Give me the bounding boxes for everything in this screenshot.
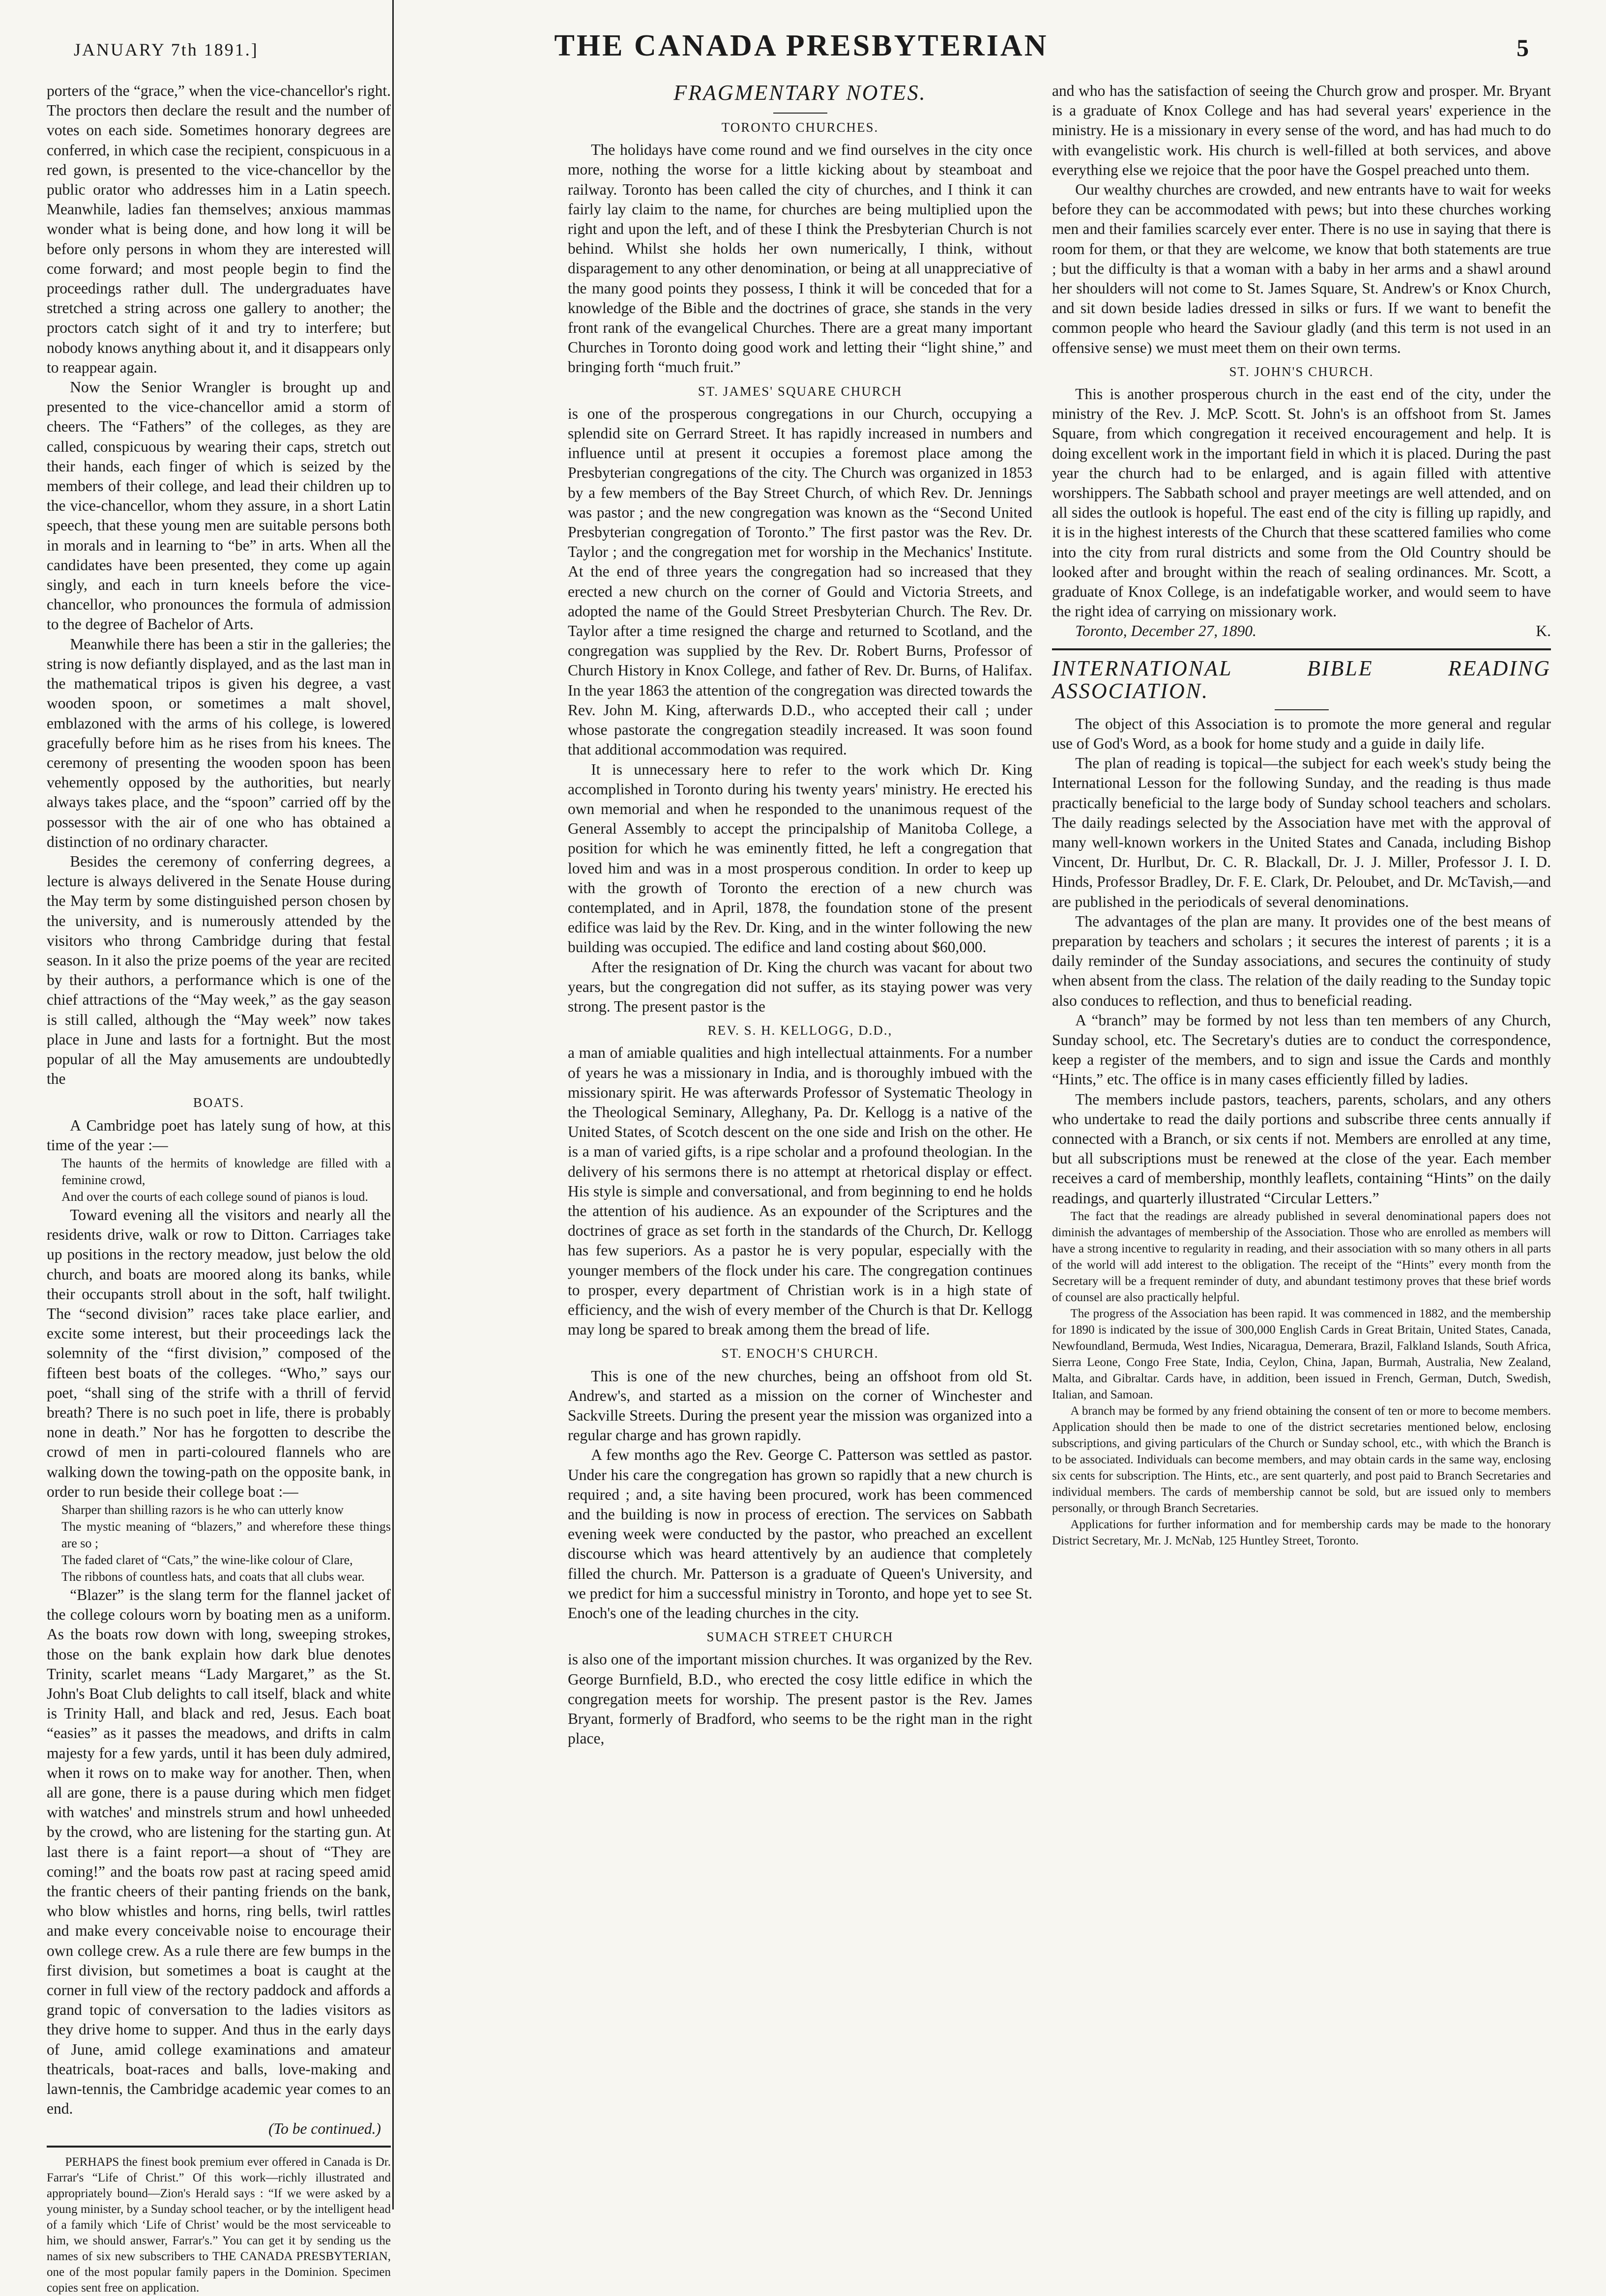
column-1 bbox=[47, 81, 391, 2296]
paragraph: Meanwhile there has been a stir in the galleries; the string is now defiantly displayed, and as the last man in the mathematical tripos is given his degree, a vast wooden spoon, or sometimes a malt shovel, emblazoned with the arms of his college, is lowered gracefully before him as he rises from his knees. The ceremony of presenting the wooden spoon has been vehemently opposed by the authorities, but nearly always takes place, and the “spoon” carried off by the possessor with the air of one who has obtained a distinction of no ordinary character. bbox=[47, 635, 391, 850]
article-title: FRAGMENTARY NOTES. bbox=[673, 81, 927, 105]
paragraph: “Blazer” is the slang term for the flannel jacket of the college colours worn by boating men as a uniform. As the boats row down with long, sweeping strokes, those on the bank explain how dark blue denotes Trinity, scarlet means “Lady Margaret,” as the St. John's Boat Club delights to call itself, black and white is Trinity Hall, and black and red, Jesus. Each boat “easies” as it passes the meadows, and drifts in calm majesty for a few yards, until it has been duly admired, when it rows on to make way for another. Then, when all are gone, there is a pause during which men fidget with watches' and minstrels strum and howl unheeded by the crowd, who are listening for the starting gun. At last there is a faint report—a shout of “They are coming!” and the boats row past at racing speed amid the frantic cheers of their panting friends on the bank, who blow whistles and horns, ring bells, twirl rattles and make every conceivable noise to encourage their own college crew. As a rule there are few bumps in the first division, but sometimes a boat is caught at the corner in full view of the rectory paddock and affords a grand topic of conversation to the ladies visitors as they drive home to supper. And thus in the early days of June, amid college examinations and amateur theatricals, boat-races and balls, love-making and lawn-tennis, the Cambridge academic year comes to an end. bbox=[47, 1586, 391, 2118]
divider bbox=[47, 2146, 391, 2148]
paragraph: The members include pastors, teachers, parents, scholars, and any others who undertake to read the daily portions and subscribe three cents annually if connected with a Branch, or six cents if not. Members are enrolled at any time, but all subscriptions must be renewed at the close of the year. Each member receives a card of membership, monthly leaflets, containing “Hints” on the daily readings, and quarterly illustrated “Circular Letters.” bbox=[1052, 1090, 1551, 1207]
paragraph: The holidays have come round and we find ourselves in the city once more, nothing the worse for a little kicking about by steamboat and railway. Toronto has been called the city of churches, and I think it can fairly lay claim to the name, for churches are being multiplied upon the right and upon the left, and of these I think the Presbyterian Church is not behind. Whilst she holds her own numerically, I think, without disparagement to any other denomination, or being at all unappreciative of the many good points they possess, I think it will be conceded that for a knowledge of the Bible and the doctrines of grace, she stands in the very front rank of the evangelical Churches. There are a great many important Churches in Toronto doing good work and letting their “light shine,” and bringing forth “much fruit.” bbox=[568, 141, 1032, 376]
section-heading: ST. JOHN'S CHURCH. bbox=[1229, 364, 1374, 379]
page-header bbox=[74, 29, 1529, 73]
section-heading: REV. S. H. KELLOGG, D.D., bbox=[707, 1023, 893, 1038]
paragraph: Toward evening all the visitors and nearly all the residents drive, walk or row to Ditton. Carriages take up positions in the rectory meadow, just below the old church, and boats are moored along its banks, while their occupants stroll about in the soft, half twilight. The “second division” races take place earlier, and excite some interest, but their proceedings lack the solemnity of the “first division,” composed of the fifteen best boats of the colleges. “Who,” says our poet, “shall sing of the strife with a thrill of fervid breath? There is no such poet in life, there is probably none in death.” Nor has he forgotten to describe the crowd of men in parti-coloured flannels who are walking down the towing-path on the opposite bank, in order to run beside their college boat :— bbox=[47, 1206, 391, 1500]
paragraph: a man of amiable qualities and high intellectual attainments. For a number of years he was a missionary in India, and is thoroughly imbued with the missionary spirit. He was afterwards Professor of Systematic Theology in the Theological Seminary, Alleghany, Pa. Dr. Kellogg is a native of the United States, of Scotch descent on the one side and Irish on the other. He is a man of varied gifts, is a ripe scholar and a profound theologian. In the delivery of his sermons there is no attempt at rhetorical display or effect. His style is simple and conversational, and from beginning to end he holds the attention of his audience. As an expounder of the Scriptures and the doctrines of grace as set forth in the standards of the Church, Dr. Kellogg has few superiors. As a pastor he is very popular, especially with the younger members of the flock under his care. The congregation continues to prosper, every department of Christian work is in a high state of efficiency, and the wish of every member of the Church is that Dr. Kellogg may long be spared to break among them the bread of life. bbox=[568, 1044, 1032, 1338]
paragraph: After the resignation of Dr. King the church was vacant for about two years, but the congregation did not suffer, as its staying power was very strong. The present pastor is the bbox=[568, 958, 1032, 1015]
paragraph: This is another prosperous church in the east end of the city, under the ministry of the Rev. J. McP. Scott. St. John's is an offshoot from St. James Square, from which congregation it received encouragement and help. It is doing excellent work in the important field in which it is placed. During the past year the church had to be enlarged, and is again filled with attentive worshippers. The Sabbath school and prayer meetings are well attended, and on all sides the outlook is hopeful. The east end of the city is filling up rapidly, and it is in the highest interests of the Church that these scattered families who come into the city from rural districts and some from the Old Country should be looked after and brought within the reach of sealing ordinances. Mr. Scott, a graduate of Knox College, is an indefatigable worker, and would seem to have the right idea of carrying on missionary work. bbox=[1052, 385, 1551, 620]
paragraph: This is one of the new churches, being an offshoot from old St. Andrew's, and started as a mission on the corner of Winchester and Sackville Streets. During the present year the mission was organized into a regular charge and has grown rapidly. bbox=[568, 1367, 1032, 1444]
paragraph: and who has the satisfaction of seeing the Church grow and prosper. Mr. Bryant is a graduate of Knox College and has had several years' experience in the ministry. He is a missionary in every sense of the word, and has had much to do with evangelistic work. His church is well-filled at both services, and above everything else we rejoice that the poor have the Gospel preached unto them. bbox=[1052, 82, 1551, 178]
paragraph: Now the Senior Wrangler is brought up and presented to the vice-chancellor amid a storm of cheers. The “Fathers” of the colleges, as they are called, conspicuous by wearing their caps, stretch out their hands, each finger of which is seized by the members of their college, and lead their children up to the vice-chancellor, whom they assure, in a short Latin speech, that these young men are suitable persons both in morals and in learning to “be” in arts. When all the candidates have been presented, they come up again singly, and each in turn kneels before the vice-chancellor, who pronounces the formula of admission to the degree of Bachelor of Arts. bbox=[47, 378, 391, 633]
poem-line: The ribbons of countless hats, and coats that all clubs wear. bbox=[61, 1569, 365, 1584]
paragraph: The plan of reading is topical—the subject for each week's study being the International Lesson for the following Sunday, and the reading is thus made practically beneficial to the large body of Sunday school teachers and scholars. The daily readings selected by the Association have met with the approval of many well-known workers in the United States and Canada, including Bishop Vincent, Dr. Hurlbut, Dr. C. R. Blackall, Dr. J. J. Miller, Professor J. I. D. Hinds, Professor Bradley, Dr. F. E. Clark, Dr. Peloubet, and Dr. McTavish,—and are published in the periodicals of several denominations. bbox=[1052, 755, 1551, 910]
paragraph: porters of the “grace,” when the vice-chancellor's right. The proctors then declare the result and the number of votes on each side. Sometimes honorary degrees are conferred, in which case the recipient, conspicuous in a red gown, is presented to the vice-chancellor by the public orator who addresses him in a Latin speech. Meanwhile, ladies fan themselves; anxious mammas wonder what is being done, and how long it will be before only persons in whom they are interested will come forward; and most people begin to find the proceedings rather dull. The undergraduates have stretched a string across one gallery to another; the proctors catch sight of it and try to interfere; but nobody knows anything about it, and it disappears only to reappear again. bbox=[47, 82, 391, 376]
paragraph: Our wealthy churches are crowded, and new entrants have to wait for weeks before they can be accommodated with pews; but into these churches working men and their families scarcely ever enter. There is no use in saying that there is room for them, or that they are welcome, we know that both statements are true ; but the difficulty is that a woman with a baby in her arms and a shawl around her shoulders will not come to St. James Square, St. Andrew's or Knox Church, and sit down beside ladies dressed in silks or furs. If we want to benefit the common people who heard the Saviour gladly (and this term is not used in an offensive sense) we must meet them on their own terms. bbox=[1052, 181, 1551, 356]
continued-note: (To be continued.) bbox=[268, 2120, 381, 2137]
paragraph: Applications for further information and for membership cards may be made to the honorary District Secretary, Mr. J. McNab, 125 Huntley Street, Toronto. bbox=[1052, 1517, 1551, 1547]
section-heading-boats: BOATS. bbox=[193, 1095, 245, 1110]
poem-line: And over the courts of each college sound of pianos is loud. bbox=[61, 1189, 368, 1204]
poem-line: The faded claret of “Cats,” the wine-like colour of Clare, bbox=[61, 1553, 353, 1568]
paragraph: A few months ago the Rev. George C. Patterson was settled as pastor. Under his care the congregation has grown so rapidly that a new church is required ; and, a site having been procured, work has been commenced and the building is now in process of erection. The services on Sabbath evening week were conducted by the pastor, who preached an excellent discourse which was heard attentively by an audience that completely filled the church. Mr. Patterson is a graduate of Queen's University, and we predict for him a successful ministry in Toronto, and hope yet to see St. Enoch's one of the leading churches in the city. bbox=[568, 1446, 1032, 1622]
newspaper-title: THE CANADA PRESBYTERIAN bbox=[554, 29, 1049, 62]
poem-line: The haunts of the hermits of knowledge are filled with a feminine crowd, bbox=[61, 1156, 391, 1187]
poem-line: The mystic meaning of “blazers,” and wherefore these things are so ; bbox=[61, 1519, 391, 1551]
divider bbox=[1052, 648, 1551, 650]
article-subtitle: TORONTO CHURCHES. bbox=[721, 120, 879, 135]
section-heading: ST. ENOCH'S CHURCH. bbox=[721, 1346, 879, 1361]
paragraph: is one of the prosperous congregations in our Church, occupying a splendid site on Gerrard Street. It has rapidly increased in numbers and influence until at present it occupies a foremost place among the Presbyterian congregations of the city. The Church was organized in 1853 by a few members of the Bay Street Church, of which Rev. Dr. Jennings was pastor ; and the new congregation was known as the “Second United Presbyterian congregation of Toronto.” The first pastor was the Rev. Dr. Taylor ; and the congregation met for worship in the Mechanics' Institute. At the end of three years the congregation had so increased that they erected a new church on the corner of Gould and Victoria Streets, and adopted the name of the Gould Street Presbyterian Church. The Rev. Dr. Taylor after a time resigned the charge and returned to Scotland, and the congregation was supplied by the Rev. Dr. Robert Burns, Professor of Church History in Knox College, and father of Rev. Dr. Burns, of Halifax. In the year 1863 the attention of the congregation was directed towards the Rev. John M. King, afterwards D.D., who accepted their call ; under whose pastorate the congregation steadily increased. It was soon found that additional accommodation was required. bbox=[568, 405, 1032, 758]
issue-date: JANUARY 7th 1891.] bbox=[74, 40, 259, 59]
short-rule bbox=[1275, 709, 1329, 710]
paragraph: is also one of the important mission churches. It was organized by the Rev. George Burnfield, B.D., who erected the cosy little edifice in which the congregation meets for worship. The present pastor is the Rev. James Bryant, formerly of Bradford, who seems to be the right man in the right place, bbox=[568, 1651, 1032, 1747]
paragraph: It is unnecessary here to refer to the work which Dr. King accomplished in Toronto during his twenty years' ministry. He erected his own memorial and when he responded to the unanimous request of the General Assembly to accept the principalship of Manitoba College, a position for which he was eminently fitted, he left a congregation that loved him and was in a most prosperous condition. In order to keep up with the growth of Toronto the erection of a new church was contemplated, and in April, 1878, the foundation stone of the present edifice was laid by the Rev. Dr. King, and in the winter following the new building was occupied. The edifice and land costing about $60,000. bbox=[568, 760, 1032, 956]
paragraph: A branch may be formed by any friend obtaining the consent of ten or more to become members. Application should then be made to one of the district secretaries mentioned below, enclosing subscriptions, and giving particulars of the Church or Sunday school, etc., with which the Branch is to be associated. Individuals can become members, and may obtain cards in the same way, enclosing six cents for subscription. The Hints, etc., are sent quarterly, and post paid to Branch Secretaries and individual members. The cards of membership cannot be sold, but are issued only to members personally, or through Branch Secretaries. bbox=[1052, 1404, 1551, 1515]
column-3 bbox=[1052, 81, 1551, 1549]
page-number: 5 bbox=[1517, 34, 1529, 61]
short-rule bbox=[773, 113, 827, 114]
section-heading: SUMACH STREET CHURCH bbox=[706, 1629, 894, 1645]
paragraph: A “branch” may be formed by not less than ten members of any Church, Sunday school, etc. The Secretary's duties are to conduct the correspondence, keep a register of the members, and to sign and issue the Cards and monthly “Hints,” etc. The office is in many cases efficiently filled by ladies. bbox=[1052, 1011, 1551, 1088]
paragraph: The object of this Association is to promote the more general and regular use of God's Word, as a book for home study and a guide in daily life. bbox=[1052, 715, 1551, 752]
column-2 bbox=[568, 81, 1032, 1748]
poem-line: Sharper than shilling razors is he who can utterly know bbox=[61, 1503, 344, 1517]
footnote-advert: PERHAPS the finest book premium ever offered in Canada is Dr. Farrar's “Life of Christ.” Of this work—richly illustrated and appropriately bound—Zion's Herald says : “If we were asked by a young minister, by a Sunday school teacher, or by the intelligent head of a family which ‘Life of Christ’ would be the most serviceable to him, we should answer, Farrar's.” You can get it by sending us the names of six new subscribers to THE CANADA PRESBYTERIAN, one of the most popular family papers in the Dominion. Specimen copies sent free on application. bbox=[47, 2155, 391, 2295]
signature-line bbox=[1052, 621, 1551, 641]
signature-initial: K. bbox=[1536, 622, 1551, 640]
paragraph: The advantages of the plan are many. It provides one of the best means of preparation by teachers and scholars ; it secures the interest of parents ; it is a daily reminder of the Sunday associations, and secures the continuity of study when absent from the class. The relation of the daily reading to the Sunday topic also conduces to reflection, and thus to beneficial reading. bbox=[1052, 912, 1551, 1009]
section-heading: ST. JAMES' SQUARE CHURCH bbox=[698, 383, 903, 399]
paragraph: A Cambridge poet has lately sung of how, at this time of the year :— bbox=[47, 1116, 391, 1154]
article-title: INTERNATIONAL BIBLE READING ASSOCIATION. bbox=[1052, 656, 1551, 703]
paragraph: The fact that the readings are already published in several denominational papers does not diminish the advantages of membership of the Association. Those who are enrolled as members will have a strong incentive to regularity in reading, and their association with so many others in all parts of the world will add interest to the obligation. The receipt of the “Hints” every month from the Secretary will be a frequent reminder of duty, and abundant testimony proves that these brief words of counsel are also practically helpful. bbox=[1052, 1209, 1551, 1304]
page-fold-line bbox=[392, 0, 394, 2209]
paragraph: The progress of the Association has been rapid. It was commenced in 1882, and the membership for 1890 is indicated by the issue of 300,000 English Cards in Great Britain, United States, Canada, Newfoundland, Bermuda, West Indies, Nicaragua, Demerara, Brazil, Falkland Islands, South Africa, Sierra Leone, Congo Free State, India, Ceylon, China, Japan, Burmah, Australia, New Zealand, Malta, and Gibraltar. Cards have, in addition, been issued in French, German, Dutch, Swedish, Italian, and Samoan. bbox=[1052, 1307, 1551, 1401]
paragraph: Besides the ceremony of conferring degrees, a lecture is always delivered in the Senate House during the May term by some distinguished person chosen by the university, and is numerously attended by the visitors who throng Cambridge during that festal season. In it also the prize poems of the year are recited by their authors, a performance which is one of the chief attractions of the “May week,” as the gay season is still called, although the “May week” now takes place in June and lasts for a fortnight. But the most popular of all the May amusements are undoubtedly the bbox=[47, 852, 391, 1088]
signature-place-date: Toronto, December 27, 1890. bbox=[1075, 622, 1256, 640]
